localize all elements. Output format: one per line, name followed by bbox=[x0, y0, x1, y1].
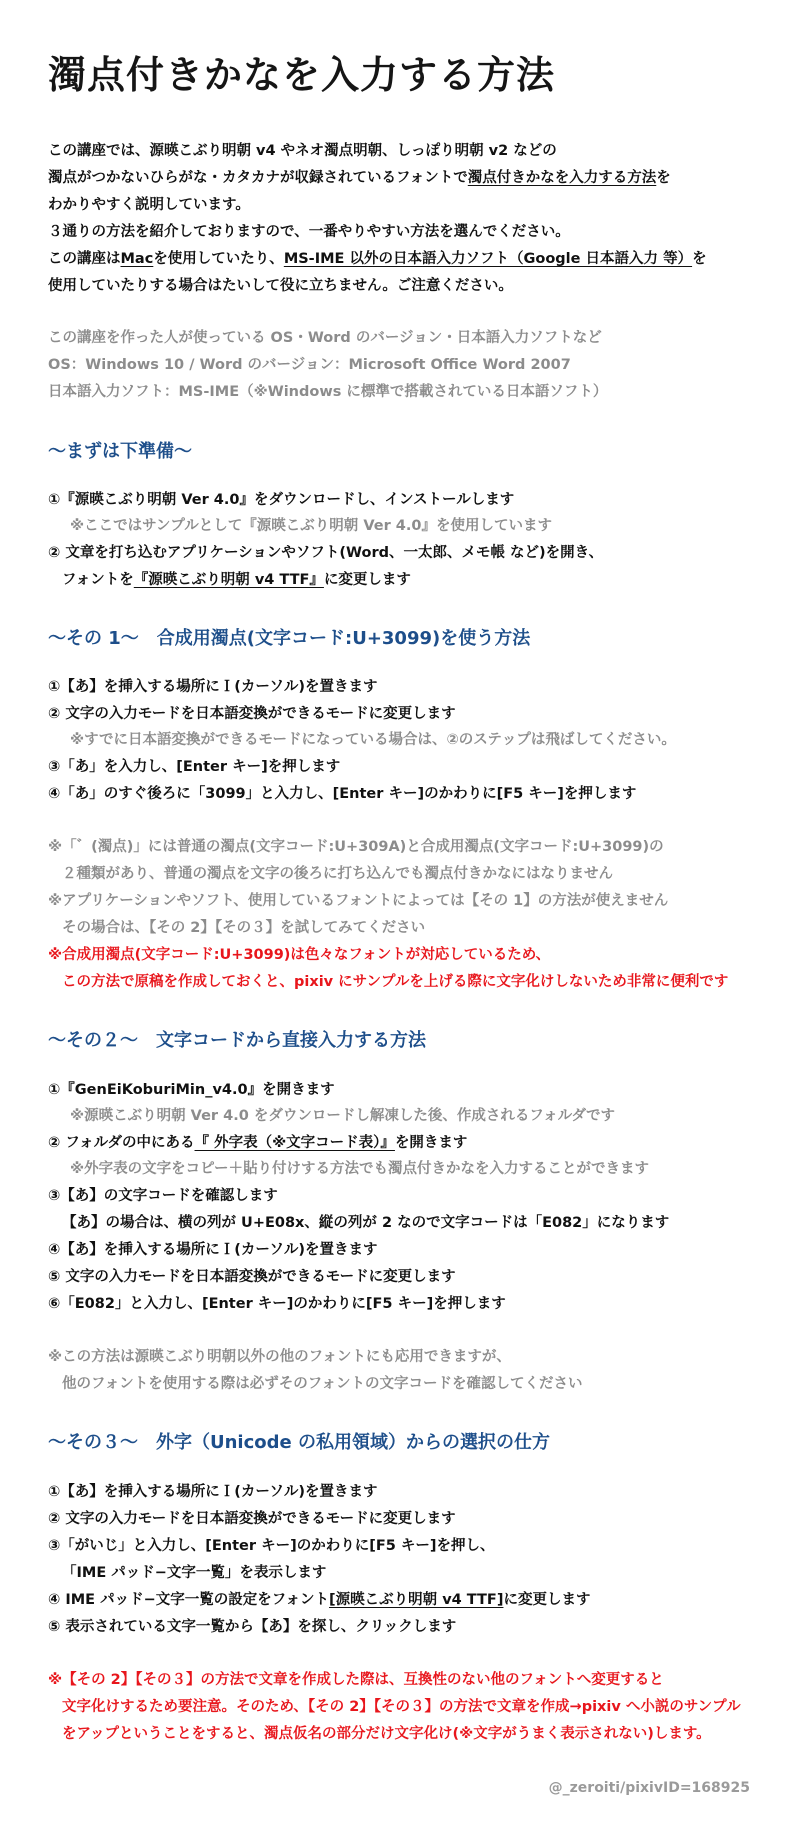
method3-step-4-a: ④ IME パッド−文字一覧の設定をフォント bbox=[48, 1592, 330, 1608]
intro-line-6: 使用していたりする場合はたいして役に立ちません。ご注意ください。 bbox=[48, 278, 513, 294]
prep-step-2-b bbox=[62, 572, 411, 589]
credit-text: @_zeroiti/pixivID=168925 bbox=[548, 1780, 750, 1796]
method1-note-1: ※「゛(濁点)」には普通の濁点(文字コード:U+309A)と合成用濁点(文字コード:U+3099)の bbox=[48, 839, 664, 855]
method2-step-3: ③【あ】の文字コードを確認します bbox=[48, 1188, 278, 1204]
method2-step-1-note: ※源暎こぶり明朝 Ver 4.0 をダウンロードし解凍した後、作成されるフォルダです bbox=[70, 1108, 616, 1124]
method2-step-6: ⑥「E082」と入力し、[Enter キー]のかわりに[F5 キー]を押します bbox=[48, 1296, 506, 1312]
method1-red-note-2: この方法で原稿を作成しておくと、pixiv にサンプルを上げる際に文字化けしないため非常に便利です bbox=[62, 974, 729, 990]
method2-step-2-c: を開きます bbox=[394, 1135, 468, 1151]
intro-line-2-emphasis: 濁点付きかなを入力する方法 bbox=[467, 170, 657, 186]
prep-heading: 〜まずは下準備〜 bbox=[48, 441, 192, 462]
method3-heading: 〜その３〜 外字（Unicode の私用領域）からの選択の仕方 bbox=[48, 1432, 550, 1453]
env-line-1: この講座を作った人が使っている OS・Word のバージョン・日本語入力ソフトなど bbox=[48, 330, 602, 346]
intro-line-5-c: を使用していたり、 bbox=[153, 251, 284, 267]
prep-step-2-b-a: フォントを bbox=[62, 572, 134, 588]
method1-heading: 〜その 1〜 合成用濁点(文字コード:U+3099)を使う方法 bbox=[48, 628, 531, 649]
method1-step-1: ①【あ】を挿入する場所にＩ(カーソル)を置きます bbox=[48, 679, 378, 695]
method3-step-4-font: [源暎こぶり明朝 v4 TTF] bbox=[329, 1592, 504, 1608]
method3-step-2: ② 文字の入力モードを日本語変換ができるモードに変更します bbox=[48, 1511, 456, 1527]
prep-step-2: ② 文章を打ち込むアプリケーションやソフト(Word、一太郎、メモ帳 など)を開き、 bbox=[48, 545, 604, 561]
env-line-3: 日本語入力ソフト：MS-IME（※Windows に標準で搭載されている日本語ソフト） bbox=[48, 384, 608, 400]
method3-step-5: ⑤ 表示されている文字一覧から【あ】を探し、クリックします bbox=[48, 1619, 457, 1635]
method2-step-2-note: ※外字表の文字をコピー＋貼り付けする方法でも濁点付きかなを入力することができます bbox=[70, 1161, 650, 1177]
intro-line-5 bbox=[48, 251, 707, 268]
method3-red-note-2: 文字化けするため要注意。そのため、【その 2】【その３】の方法で文章を作成→pixiv へ小説のサンプル bbox=[62, 1699, 741, 1715]
method3-step-1: ①【あ】を挿入する場所にＩ(カーソル)を置きます bbox=[48, 1484, 378, 1500]
method2-step-3-b: 【あ】の場合は、横の列が U+E08x、縦の列が 2 なので文字コードは「E082」になります bbox=[62, 1215, 670, 1231]
intro-line-2-a: 濁点がつかないひらがな・カタカナが収録されているフォントで bbox=[48, 170, 468, 186]
method3-step-3: ③「がいじ」と入力し、[Enter キー]のかわりに[F5 キー]を押し、 bbox=[48, 1538, 495, 1554]
intro-line-5-mac: Mac bbox=[120, 251, 154, 267]
method2-note-1: ※この方法は源暎こぶり明朝以外の他のフォントにも応用できますが、 bbox=[48, 1349, 511, 1365]
intro-line-1: この講座では、源暎こぶり明朝 v4 やネオ濁点明朝、しっぽり明朝 v2 などの bbox=[48, 143, 557, 159]
method2-step-5: ⑤ 文字の入力モードを日本語変換ができるモードに変更します bbox=[48, 1269, 456, 1285]
intro-line-3: わかりやすく説明しています。 bbox=[48, 197, 250, 213]
method1-note-2: ２種類があり、普通の濁点を文字の後ろに打ち込んでも濁点付きかなにはなりません bbox=[62, 866, 613, 882]
method2-step-4: ④【あ】を挿入する場所にＩ(カーソル)を置きます bbox=[48, 1242, 378, 1258]
method3-red-note-3: をアップということをすると、濁点仮名の部分だけ文字化け(※文字がうまく表示されない)します。 bbox=[62, 1726, 711, 1742]
method1-step-2: ② 文字の入力モードを日本語変換ができるモードに変更します bbox=[48, 706, 456, 722]
intro-line-2 bbox=[48, 170, 671, 187]
method1-note-4: その場合は、【その 2】【その３】を試してみてください bbox=[62, 920, 426, 936]
method1-step-2-note: ※すでに日本語変換ができるモードになっている場合は、②のステップは飛ばしてください。 bbox=[70, 732, 676, 748]
method2-heading: 〜その２〜 文字コードから直接入力する方法 bbox=[48, 1030, 426, 1051]
method2-step-1: ①『GenEiKoburiMin_v4.0』を開きます bbox=[48, 1082, 335, 1098]
intro-line-5-ime: MS-IME 以外の日本語入力ソフト（Google 日本語入力 等） bbox=[283, 251, 693, 267]
method2-note-2: 他のフォントを使用する際は必ずそのフォントの文字コードを確認してください bbox=[62, 1376, 583, 1392]
intro-line-5-a: この講座は bbox=[48, 251, 121, 267]
method2-step-2 bbox=[48, 1135, 467, 1152]
method1-note-3: ※アプリケーションやソフト、使用しているフォントによっては【その 1】の方法が使えません bbox=[48, 893, 669, 909]
method2-step-2-table: 『 外字表（※文字コード表）』 bbox=[194, 1135, 395, 1151]
intro-line-4: ３通りの方法を紹介しておりますので、一番やりやすい方法を選んでください。 bbox=[48, 224, 570, 240]
intro-line-5-e: を bbox=[692, 251, 707, 267]
prep-step-2-b-c: に変更します bbox=[323, 572, 411, 588]
method3-red-note-1: ※【その 2】【その３】の方法で文章を作成した際は、互換性のない他のフォントへ変更すると bbox=[48, 1672, 664, 1688]
method3-step-4 bbox=[48, 1592, 590, 1609]
method1-step-3: ③「あ」を入力し、[Enter キー]を押します bbox=[48, 759, 341, 775]
method3-step-4-c: に変更します bbox=[503, 1592, 591, 1608]
page-title: 濁点付きかなを入力する方法 bbox=[48, 53, 556, 97]
intro-line-2-c: を bbox=[656, 170, 671, 186]
method2-step-2-a: ② フォルダの中にある bbox=[48, 1135, 195, 1151]
method3-step-3-b: 「IME パッド−文字一覧」を表示します bbox=[62, 1565, 327, 1581]
method1-red-note-1: ※合成用濁点(文字コード:U+3099)は色々なフォントが対応しているため、 bbox=[48, 947, 551, 963]
prep-step-1-note: ※ここではサンプルとして『源暎こぶり明朝 Ver 4.0』を使用しています bbox=[70, 518, 552, 534]
method1-step-4: ④「あ」のすぐ後ろに「3099」と入力し、[Enter キー]のかわりに[F5 キー]を押します bbox=[48, 786, 637, 802]
prep-step-2-font: 『源暎こぶり明朝 v4 TTF』 bbox=[133, 572, 324, 588]
env-line-2: OS：Windows 10 / Word のバージョン：Microsoft Office Word 2007 bbox=[48, 357, 571, 373]
prep-step-1: ①『源暎こぶり明朝 Ver 4.0』をダウンロードし、インストールします bbox=[48, 492, 515, 508]
